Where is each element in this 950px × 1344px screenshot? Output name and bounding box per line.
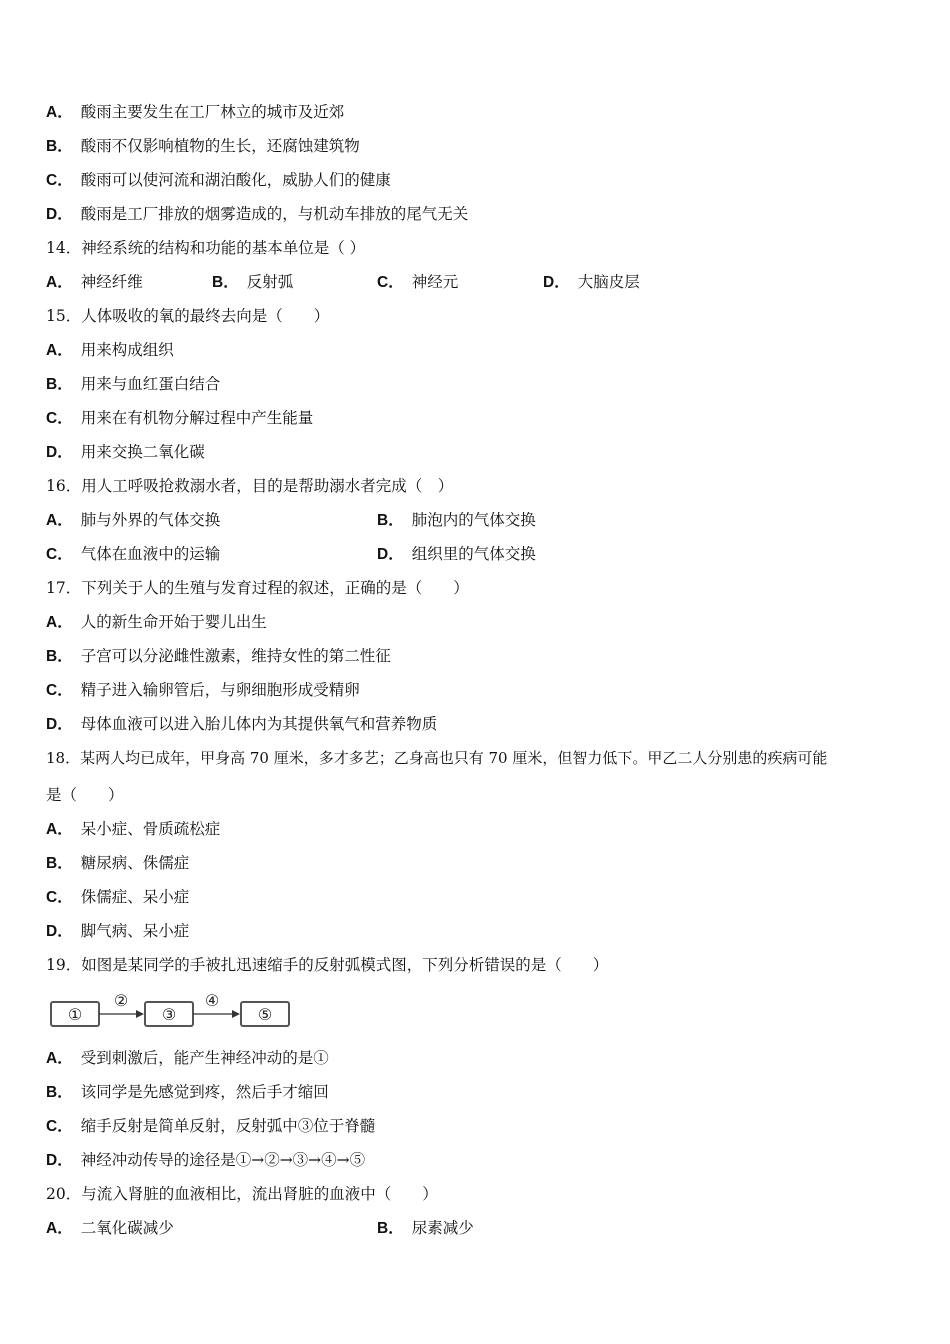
- q13-option-d: [46, 204, 468, 225]
- option-label: B．: [46, 855, 73, 872]
- option-text: 气体在血液中的运输: [80, 545, 221, 563]
- option-label: C．: [46, 410, 73, 427]
- q16-option-b: [377, 510, 536, 531]
- q14-option-a: [46, 272, 143, 293]
- option-label: B．: [46, 1084, 73, 1101]
- option-label: D．: [543, 274, 570, 291]
- option-text: 酸雨是工厂排放的烟雾造成的，与机动车排放的尾气无关: [80, 205, 469, 223]
- q18-stem-line1: 18．某两人均已成年，甲身高 70 厘米，多才多艺；乙身高也只有 70 厘米，但智力低下。甲乙二人分别患的疾病可能: [46, 749, 828, 767]
- q18-option-a: [46, 819, 220, 840]
- q16-option-a: [46, 510, 220, 531]
- option-label: C．: [46, 1118, 73, 1135]
- option-text: 侏儒症、呆小症: [80, 888, 190, 906]
- option-text: 脚气病、呆小症: [80, 922, 190, 940]
- option-label: A．: [46, 512, 73, 529]
- option-text: 组织里的气体交换: [411, 545, 536, 563]
- q17-stem: 17．下列关于人的生殖与发育过程的叙述，正确的是（ ）: [46, 579, 469, 597]
- diagram-label-1: ①: [67, 1005, 83, 1024]
- diagram-label-5: ⑤: [257, 1005, 273, 1024]
- option-text: 肺泡内的气体交换: [411, 511, 536, 529]
- option-label: A．: [46, 342, 73, 359]
- diagram-label-3: ③: [161, 1005, 177, 1024]
- q14-option-d: [543, 272, 640, 293]
- q18-option-d: [46, 921, 189, 942]
- option-text: 大脑皮层: [577, 273, 640, 291]
- option-label: B．: [46, 648, 73, 665]
- option-label: A．: [46, 614, 73, 631]
- diagram-label-2: ②: [113, 991, 129, 1010]
- q16-option-c: [46, 544, 220, 565]
- option-label: D．: [46, 716, 73, 733]
- option-text: 酸雨不仅影响植物的生长，还腐蚀建筑物: [80, 137, 360, 155]
- q16-stem: 16．用人工呼吸抢救溺水者，目的是帮助溺水者完成（ ）: [46, 477, 454, 495]
- q19-stem: 19．如图是某同学的手被扎迅速缩手的反射弧模式图，下列分析错误的是（ ）: [46, 956, 609, 974]
- option-text: 尿素减少: [411, 1219, 474, 1237]
- option-text: 人的新生命开始于婴儿出生: [80, 613, 267, 631]
- option-text: 酸雨主要发生在工厂林立的城市及近郊: [80, 103, 345, 121]
- option-label: D．: [46, 206, 73, 223]
- option-text: 母体血液可以进入胎儿体内为其提供氧气和营养物质: [80, 715, 438, 733]
- q15-option-b: [46, 374, 220, 395]
- q13-option-b: [46, 136, 360, 157]
- q13-option-c: [46, 170, 391, 191]
- q15-stem: 15．人体吸收的氧的最终去向是（ ）: [46, 307, 330, 325]
- q13-option-a: [46, 102, 344, 123]
- option-label: A．: [46, 104, 73, 121]
- q15-option-c: [46, 408, 313, 429]
- q20-stem: 20．与流入肾脏的血液相比，流出肾脏的血液中（ ）: [46, 1185, 438, 1203]
- q16-option-d: [377, 544, 536, 565]
- option-text: 用来与血红蛋白结合: [80, 375, 221, 393]
- option-text: 神经纤维: [80, 273, 143, 291]
- option-text: 该同学是先感觉到疼，然后手才缩回: [80, 1083, 329, 1101]
- option-label: B．: [212, 274, 239, 291]
- option-label: C．: [46, 546, 73, 563]
- q17-option-a: [46, 612, 267, 633]
- q14-option-b: [212, 272, 293, 293]
- option-text: 糖尿病、侏儒症: [80, 854, 190, 872]
- option-text: 神经元: [411, 273, 459, 291]
- q19-option-b: [46, 1082, 329, 1103]
- option-label: D．: [46, 923, 73, 940]
- option-label: C．: [46, 682, 73, 699]
- option-text: 酸雨可以使河流和湖泊酸化，威胁人们的健康: [80, 171, 391, 189]
- q15-option-a: [46, 340, 174, 361]
- option-label: D．: [46, 1152, 73, 1169]
- diagram-arrowhead-2: [232, 1010, 240, 1018]
- option-label: C．: [46, 172, 73, 189]
- option-label: A．: [46, 274, 73, 291]
- q14-option-c: [377, 272, 458, 293]
- option-text: 用来在有机物分解过程中产生能量: [80, 409, 314, 427]
- option-text: 反射弧: [246, 273, 294, 291]
- q15-option-d: [46, 442, 205, 463]
- option-text: 呆小症、骨质疏松症: [80, 820, 221, 838]
- option-label: B．: [46, 376, 73, 393]
- diagram-label-4: ④: [204, 991, 220, 1010]
- option-text: 子宫可以分泌雌性激素，维持女性的第二性征: [80, 647, 391, 665]
- q18-stem-line2: 是（ ）: [46, 786, 124, 804]
- q14-stem: 14．神经系统的结构和功能的基本单位是（ ）: [46, 239, 366, 257]
- q19-option-d: [46, 1150, 365, 1171]
- option-text: 二氧化碳减少: [80, 1219, 174, 1237]
- q17-option-b: [46, 646, 391, 667]
- reflex-arc-diagram: [48, 990, 298, 1034]
- option-text: 肺与外界的气体交换: [80, 511, 221, 529]
- option-label: A．: [46, 1220, 73, 1237]
- diagram-arrowhead-1: [136, 1010, 144, 1018]
- option-label: A．: [46, 1050, 73, 1067]
- option-label: C．: [46, 889, 73, 906]
- option-text: 受到刺激后，能产生神经冲动的是①: [80, 1049, 329, 1067]
- option-text: 缩手反射是简单反射，反射弧中③位于脊髓: [80, 1117, 376, 1135]
- q19-option-a: [46, 1048, 329, 1069]
- q17-option-d: [46, 714, 437, 735]
- option-label: D．: [46, 444, 73, 461]
- q18-option-c: [46, 887, 189, 908]
- q17-option-c: [46, 680, 360, 701]
- option-text: 用来构成组织: [80, 341, 174, 359]
- q19-option-c: [46, 1116, 375, 1137]
- option-text: 用来交换二氧化碳: [80, 443, 205, 461]
- option-label: A．: [46, 821, 73, 838]
- option-text: 精子进入输卵管后，与卵细胞形成受精卵: [80, 681, 360, 699]
- q20-option-a: [46, 1218, 174, 1239]
- option-label: B．: [46, 138, 73, 155]
- option-label: B．: [377, 512, 404, 529]
- option-text: 神经冲动传导的途径是①→②→③→④→⑤: [80, 1151, 366, 1169]
- q18-option-b: [46, 853, 189, 874]
- q20-option-b: [377, 1218, 474, 1239]
- option-label: D．: [377, 546, 404, 563]
- option-label: C．: [377, 274, 404, 291]
- option-label: B．: [377, 1220, 404, 1237]
